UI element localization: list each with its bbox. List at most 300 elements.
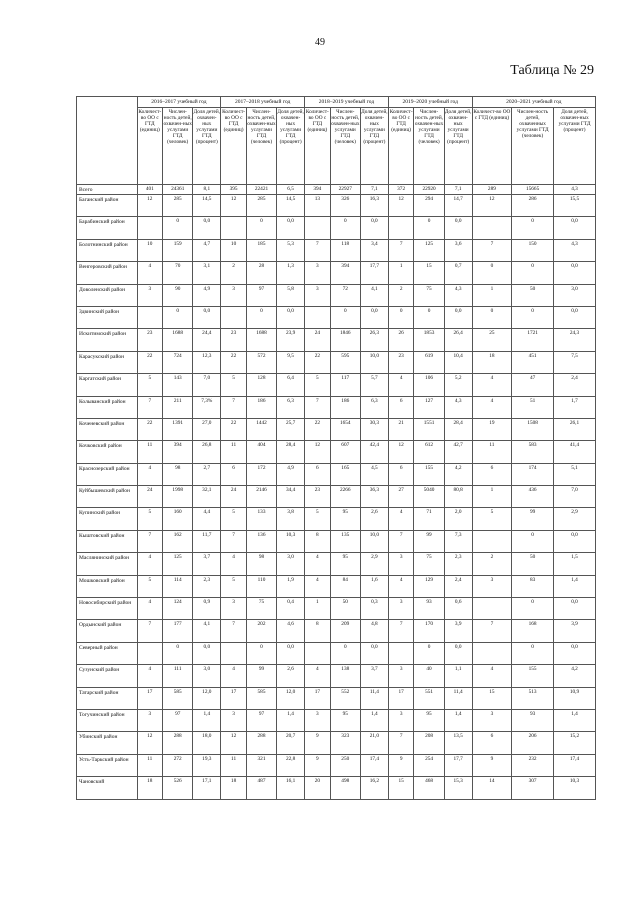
value-cell: 162 [163,530,193,552]
value-cell: 3 [388,665,414,687]
value-cell: 1 [472,486,512,508]
year-header: 2018–2019 учебный год [305,97,389,108]
value-cell: 4,3 [554,185,596,195]
value-cell: 0 [246,642,276,664]
value-cell: 0 [472,306,512,328]
column-header: Количест-во ОО с ГТД (единиц) [388,108,414,185]
value-cell: 11 [221,754,247,776]
value-cell: 0 [330,642,360,664]
value-cell: 20 [305,777,331,799]
value-cell: 4 [137,598,163,620]
value-cell: 285 [246,195,276,217]
value-cell: 42,7 [444,441,472,463]
value-cell: 111 [163,665,193,687]
value-cell: 5 [137,575,163,597]
value-cell: 13 [305,195,331,217]
value-cell: 1391 [163,418,193,440]
table-row [77,441,596,463]
table-row [77,665,596,687]
value-cell: 4,1 [193,620,221,642]
region-name-cell: Карасукский район [77,351,138,373]
region-name-cell: Татарский район [77,687,138,709]
value-cell: 128 [246,374,276,396]
value-cell: 185 [246,239,276,261]
value-cell [472,642,512,664]
value-cell: 0 [512,530,554,552]
value-cell: 160 [163,508,193,530]
value-cell: 4 [388,508,414,530]
value-cell: 12 [388,441,414,463]
value-cell: 172 [246,463,276,485]
value-cell: 125 [163,553,193,575]
table-row [77,396,596,418]
value-cell: 583 [512,441,554,463]
value-cell: 22 [221,351,247,373]
value-cell: 2 [221,262,247,284]
value-cell: 0,0 [554,530,596,552]
column-header: Доля детей, охвачен-ных услугами ГТД (процент) [444,108,472,185]
value-cell: 18,0 [193,732,221,754]
column-header: Числен-ность детей, охвачен-ных услугами ГТД (человек) [414,108,444,185]
value-cell: 186 [330,396,360,418]
table-row [77,508,596,530]
value-cell: 24,4 [193,329,221,351]
value-cell: 0 [512,306,554,328]
value-cell: 15665 [512,185,554,195]
table-row [77,620,596,642]
value-cell: 12,0 [193,687,221,709]
value-cell: 4 [388,374,414,396]
value-cell: 22421 [246,185,276,195]
value-cell: 1,4 [444,709,472,731]
value-cell: 13,5 [444,732,472,754]
value-cell: 4,2 [554,665,596,687]
region-name-cell: Каргатский район [77,374,138,396]
value-cell: 2,3 [444,553,472,575]
value-cell: 24 [221,486,247,508]
region-header-cell [77,97,138,185]
table-row [77,329,596,351]
value-cell: 5,2 [444,374,472,396]
region-name-cell: Куйбышевский район [77,486,138,508]
value-cell: 0,6 [444,598,472,620]
value-cell: 12 [388,195,414,217]
region-name-cell: Маслянинский район [77,553,138,575]
value-cell: 0,0 [360,306,388,328]
value-cell: 394 [330,262,360,284]
value-cell: 6 [221,463,247,485]
value-cell: 42,4 [360,441,388,463]
value-cell: 1,5 [554,553,596,575]
value-cell: 6 [388,463,414,485]
value-cell: 10,0 [360,351,388,373]
value-cell: 12,0 [277,687,305,709]
value-cell: 3,0 [193,665,221,687]
value-cell: 1508 [512,418,554,440]
year-header: 2020–2021 учебный год [472,97,595,108]
value-cell: 0 [163,306,193,328]
value-cell: 32,1 [193,486,221,508]
value-cell: 10 [221,239,247,261]
value-cell: 1998 [163,486,193,508]
value-cell: 10,3 [554,777,596,799]
table-row [77,687,596,709]
value-cell: 211 [163,396,193,418]
value-cell: 27 [388,486,414,508]
table-row [77,351,596,373]
year-header-row [77,97,596,108]
value-cell: 0 [246,306,276,328]
value-cell [472,530,512,552]
value-cell: 1 [388,262,414,284]
value-cell: 4 [137,463,163,485]
value-cell: 7 [388,732,414,754]
column-header: Количест-во ОО с ГТД (единиц) [472,108,512,185]
value-cell: 97 [246,709,276,731]
table-row [77,374,596,396]
value-cell [221,217,247,239]
value-cell: 0,0 [360,217,388,239]
value-cell: 286 [512,195,554,217]
value-cell: 595 [330,351,360,373]
region-name-cell: Коченевский район [77,418,138,440]
value-cell [137,217,163,239]
value-cell: 7,1 [444,185,472,195]
value-cell: 7,3 [444,530,472,552]
value-cell: 20,7 [277,732,305,754]
value-cell: 4,6 [277,620,305,642]
value-cell: 17,7 [444,754,472,776]
value-cell: 15,3 [444,777,472,799]
value-cell: 0,0 [193,642,221,664]
value-cell [388,642,414,664]
value-cell: 17 [137,687,163,709]
value-cell: 3 [472,575,512,597]
value-cell: 177 [163,620,193,642]
value-cell: 17,7 [360,262,388,284]
value-cell: 23 [388,351,414,373]
value-cell: 26,4 [444,329,472,351]
value-cell: 99 [512,508,554,530]
value-cell: 202 [246,620,276,642]
value-cell: 0,0 [277,306,305,328]
value-cell: 7 [305,239,331,261]
value-cell: 285 [163,195,193,217]
region-name-cell: Всего [77,185,138,195]
value-cell: 17 [221,687,247,709]
value-cell: 1853 [414,329,444,351]
value-cell [221,642,247,664]
year-header: 2016–2017 учебный год [137,97,221,108]
value-cell: 2,6 [360,508,388,530]
value-cell: 10,3 [277,530,305,552]
value-cell: 288 [163,732,193,754]
value-cell: 5,1 [554,463,596,485]
value-cell: 21 [388,418,414,440]
value-cell: 2,0 [444,508,472,530]
value-cell: 1,4 [193,709,221,731]
value-cell: 159 [163,239,193,261]
value-cell: 17,4 [360,754,388,776]
value-cell: 7 [137,396,163,418]
value-cell: 4 [388,575,414,597]
value-cell: 0 [512,262,554,284]
value-cell: 18 [221,777,247,799]
value-cell: 22927 [330,185,360,195]
value-cell: 12 [305,441,331,463]
table-title: Таблица № 29 [510,63,594,78]
value-cell: 4,3 [444,396,472,418]
value-cell: 0,0 [193,306,221,328]
value-cell: 6,4 [277,374,305,396]
value-cell: 4 [137,553,163,575]
region-name-cell: Искитимский район [77,329,138,351]
value-cell: 436 [512,486,554,508]
value-cell: 394 [305,185,331,195]
value-cell: 165 [330,463,360,485]
value-cell: 5,8 [277,284,305,306]
value-cell: 12 [221,195,247,217]
table-row [77,575,596,597]
value-cell: 12 [472,195,512,217]
value-cell: 40 [414,665,444,687]
value-cell: 6 [388,396,414,418]
value-cell: 11 [137,754,163,776]
value-cell: 11 [472,441,512,463]
value-cell: 451 [512,351,554,373]
value-cell: 24361 [163,185,193,195]
value-cell: 9 [388,754,414,776]
value-cell: 0,7 [444,262,472,284]
table-row [77,463,596,485]
value-cell: 12 [137,732,163,754]
value-cell: 70 [163,262,193,284]
value-cell: 15,2 [554,732,596,754]
value-cell: 526 [163,777,193,799]
column-header: Доля детей, охвачен-ных услугами ГТД (процент) [193,108,221,185]
value-cell: 3 [388,553,414,575]
value-cell: 28,4 [444,418,472,440]
value-cell: 0,0 [277,642,305,664]
value-cell: 1 [472,284,512,306]
value-cell: 15 [414,262,444,284]
value-cell: 14,5 [193,195,221,217]
value-cell: 0,3 [360,598,388,620]
column-header: Количест-во ОО с ГТД (единиц) [305,108,331,185]
value-cell: 150 [512,239,554,261]
value-cell: 468 [414,777,444,799]
value-cell: 323 [330,732,360,754]
value-cell: 50 [512,553,554,575]
value-cell: 4,1 [360,284,388,306]
region-name-cell: Мошковский район [77,575,138,597]
value-cell: 4 [472,374,512,396]
value-cell: 98 [246,553,276,575]
value-cell: 3 [472,709,512,731]
table-row [77,642,596,664]
value-cell: 110 [246,575,276,597]
value-cell: 206 [512,732,554,754]
value-cell: 4 [472,665,512,687]
value-cell: 5 [137,508,163,530]
value-cell: 232 [512,754,554,776]
value-cell: 0,0 [554,598,596,620]
value-cell: 0,0 [277,217,305,239]
value-cell: 4,3 [554,239,596,261]
value-cell: 11,4 [360,687,388,709]
value-cell: 0,4 [277,598,305,620]
value-cell [305,642,331,664]
value-cell: 7 [472,239,512,261]
value-cell: 572 [246,351,276,373]
table-row [77,553,596,575]
value-cell: 4 [137,262,163,284]
value-cell: 1688 [163,329,193,351]
value-cell: 3 [305,262,331,284]
value-cell: 2,4 [554,374,596,396]
value-cell: 4,5 [360,463,388,485]
table-row [77,754,596,776]
value-cell: 0 [512,598,554,620]
value-cell: 1846 [330,329,360,351]
region-name-cell: Новосибирский район [77,598,138,620]
value-cell: 3 [137,284,163,306]
value-cell: 125 [414,239,444,261]
value-cell: 1,4 [554,709,596,731]
value-cell: 585 [163,687,193,709]
value-cell: 50 [330,598,360,620]
value-cell: 0 [414,306,444,328]
value-cell: 21,0 [360,732,388,754]
table-row [77,306,596,328]
table-row [77,530,596,552]
value-cell: 12 [137,195,163,217]
value-cell: 98 [163,463,193,485]
value-cell: 250 [330,754,360,776]
value-cell: 10,9 [554,687,596,709]
column-header-row [77,108,596,185]
value-cell: 5040 [414,486,444,508]
value-cell: 3,8 [277,508,305,530]
value-cell: 17 [305,687,331,709]
region-name-cell: Северный район [77,642,138,664]
value-cell [221,306,247,328]
value-cell: 3 [388,709,414,731]
value-cell: 117 [330,374,360,396]
table-row [77,732,596,754]
value-cell: 4,9 [277,463,305,485]
value-cell: 1654 [330,418,360,440]
value-cell: 26,1 [554,418,596,440]
value-cell: 294 [414,195,444,217]
value-cell: 4,9 [193,284,221,306]
value-cell: 138 [330,665,360,687]
value-cell: 18 [472,351,512,373]
value-cell: 487 [246,777,276,799]
value-cell [472,598,512,620]
value-cell: 4,3 [444,284,472,306]
value-cell: 14,5 [277,195,305,217]
value-cell: 10,0 [360,530,388,552]
value-cell: 168 [512,620,554,642]
value-cell: 1,7 [554,396,596,418]
value-cell [305,306,331,328]
value-cell: 4 [472,396,512,418]
value-cell: 10 [137,239,163,261]
region-name-cell: Болотнинский район [77,239,138,261]
value-cell: 0 [414,642,444,664]
value-cell: 1 [305,598,331,620]
column-header: Доля детей, охвачен-ных услугами ГТД (процент) [277,108,305,185]
value-cell: 0 [330,217,360,239]
value-cell: 24 [305,329,331,351]
value-cell: 4 [305,665,331,687]
value-cell: 1,4 [360,709,388,731]
value-cell: 15,5 [554,195,596,217]
value-cell: 28,4 [277,441,305,463]
region-name-cell: Ордынский район [77,620,138,642]
value-cell: 6 [305,463,331,485]
value-cell: 135 [330,530,360,552]
value-cell: 24 [137,486,163,508]
value-cell: 2,6 [277,665,305,687]
value-cell: 75 [414,553,444,575]
value-cell: 36,3 [360,486,388,508]
value-cell: 0,0 [444,217,472,239]
value-cell: 186 [246,396,276,418]
value-cell: 23 [137,329,163,351]
value-cell: 22 [221,418,247,440]
value-cell: 289 [472,185,512,195]
value-cell: 552 [330,687,360,709]
value-cell: 17,1 [193,777,221,799]
value-cell: 7,0 [554,486,596,508]
value-cell: 8 [305,620,331,642]
value-cell: 22 [137,418,163,440]
value-cell: 0,0 [444,306,472,328]
value-cell: 47 [512,374,554,396]
value-cell: 9 [472,754,512,776]
value-cell: 2 [472,553,512,575]
value-cell: 5 [305,374,331,396]
value-cell: 401 [137,185,163,195]
value-cell: 114 [163,575,193,597]
value-cell: 209 [330,620,360,642]
table-row [77,418,596,440]
value-cell: 551 [414,687,444,709]
value-cell: 11 [137,441,163,463]
value-cell: 3,7 [360,665,388,687]
value-cell: 83 [512,575,554,597]
value-cell: 5,3 [277,239,305,261]
value-cell: 34,4 [277,486,305,508]
value-cell: 75 [414,284,444,306]
value-cell: 7,3% [193,396,221,418]
region-name-cell: Краснозерский район [77,463,138,485]
value-cell: 3,9 [554,620,596,642]
value-cell: 22,8 [277,754,305,776]
value-cell: 7 [388,239,414,261]
value-cell: 1,6 [360,575,388,597]
value-cell: 136 [246,530,276,552]
value-cell: 5 [221,508,247,530]
column-header: Числен-ность детей, охваченных услугами ГТД (человек) [512,108,554,185]
value-cell: 3,6 [444,239,472,261]
value-cell: 372 [388,185,414,195]
value-cell: 5 [305,508,331,530]
value-cell: 272 [163,754,193,776]
value-cell: 3 [221,709,247,731]
